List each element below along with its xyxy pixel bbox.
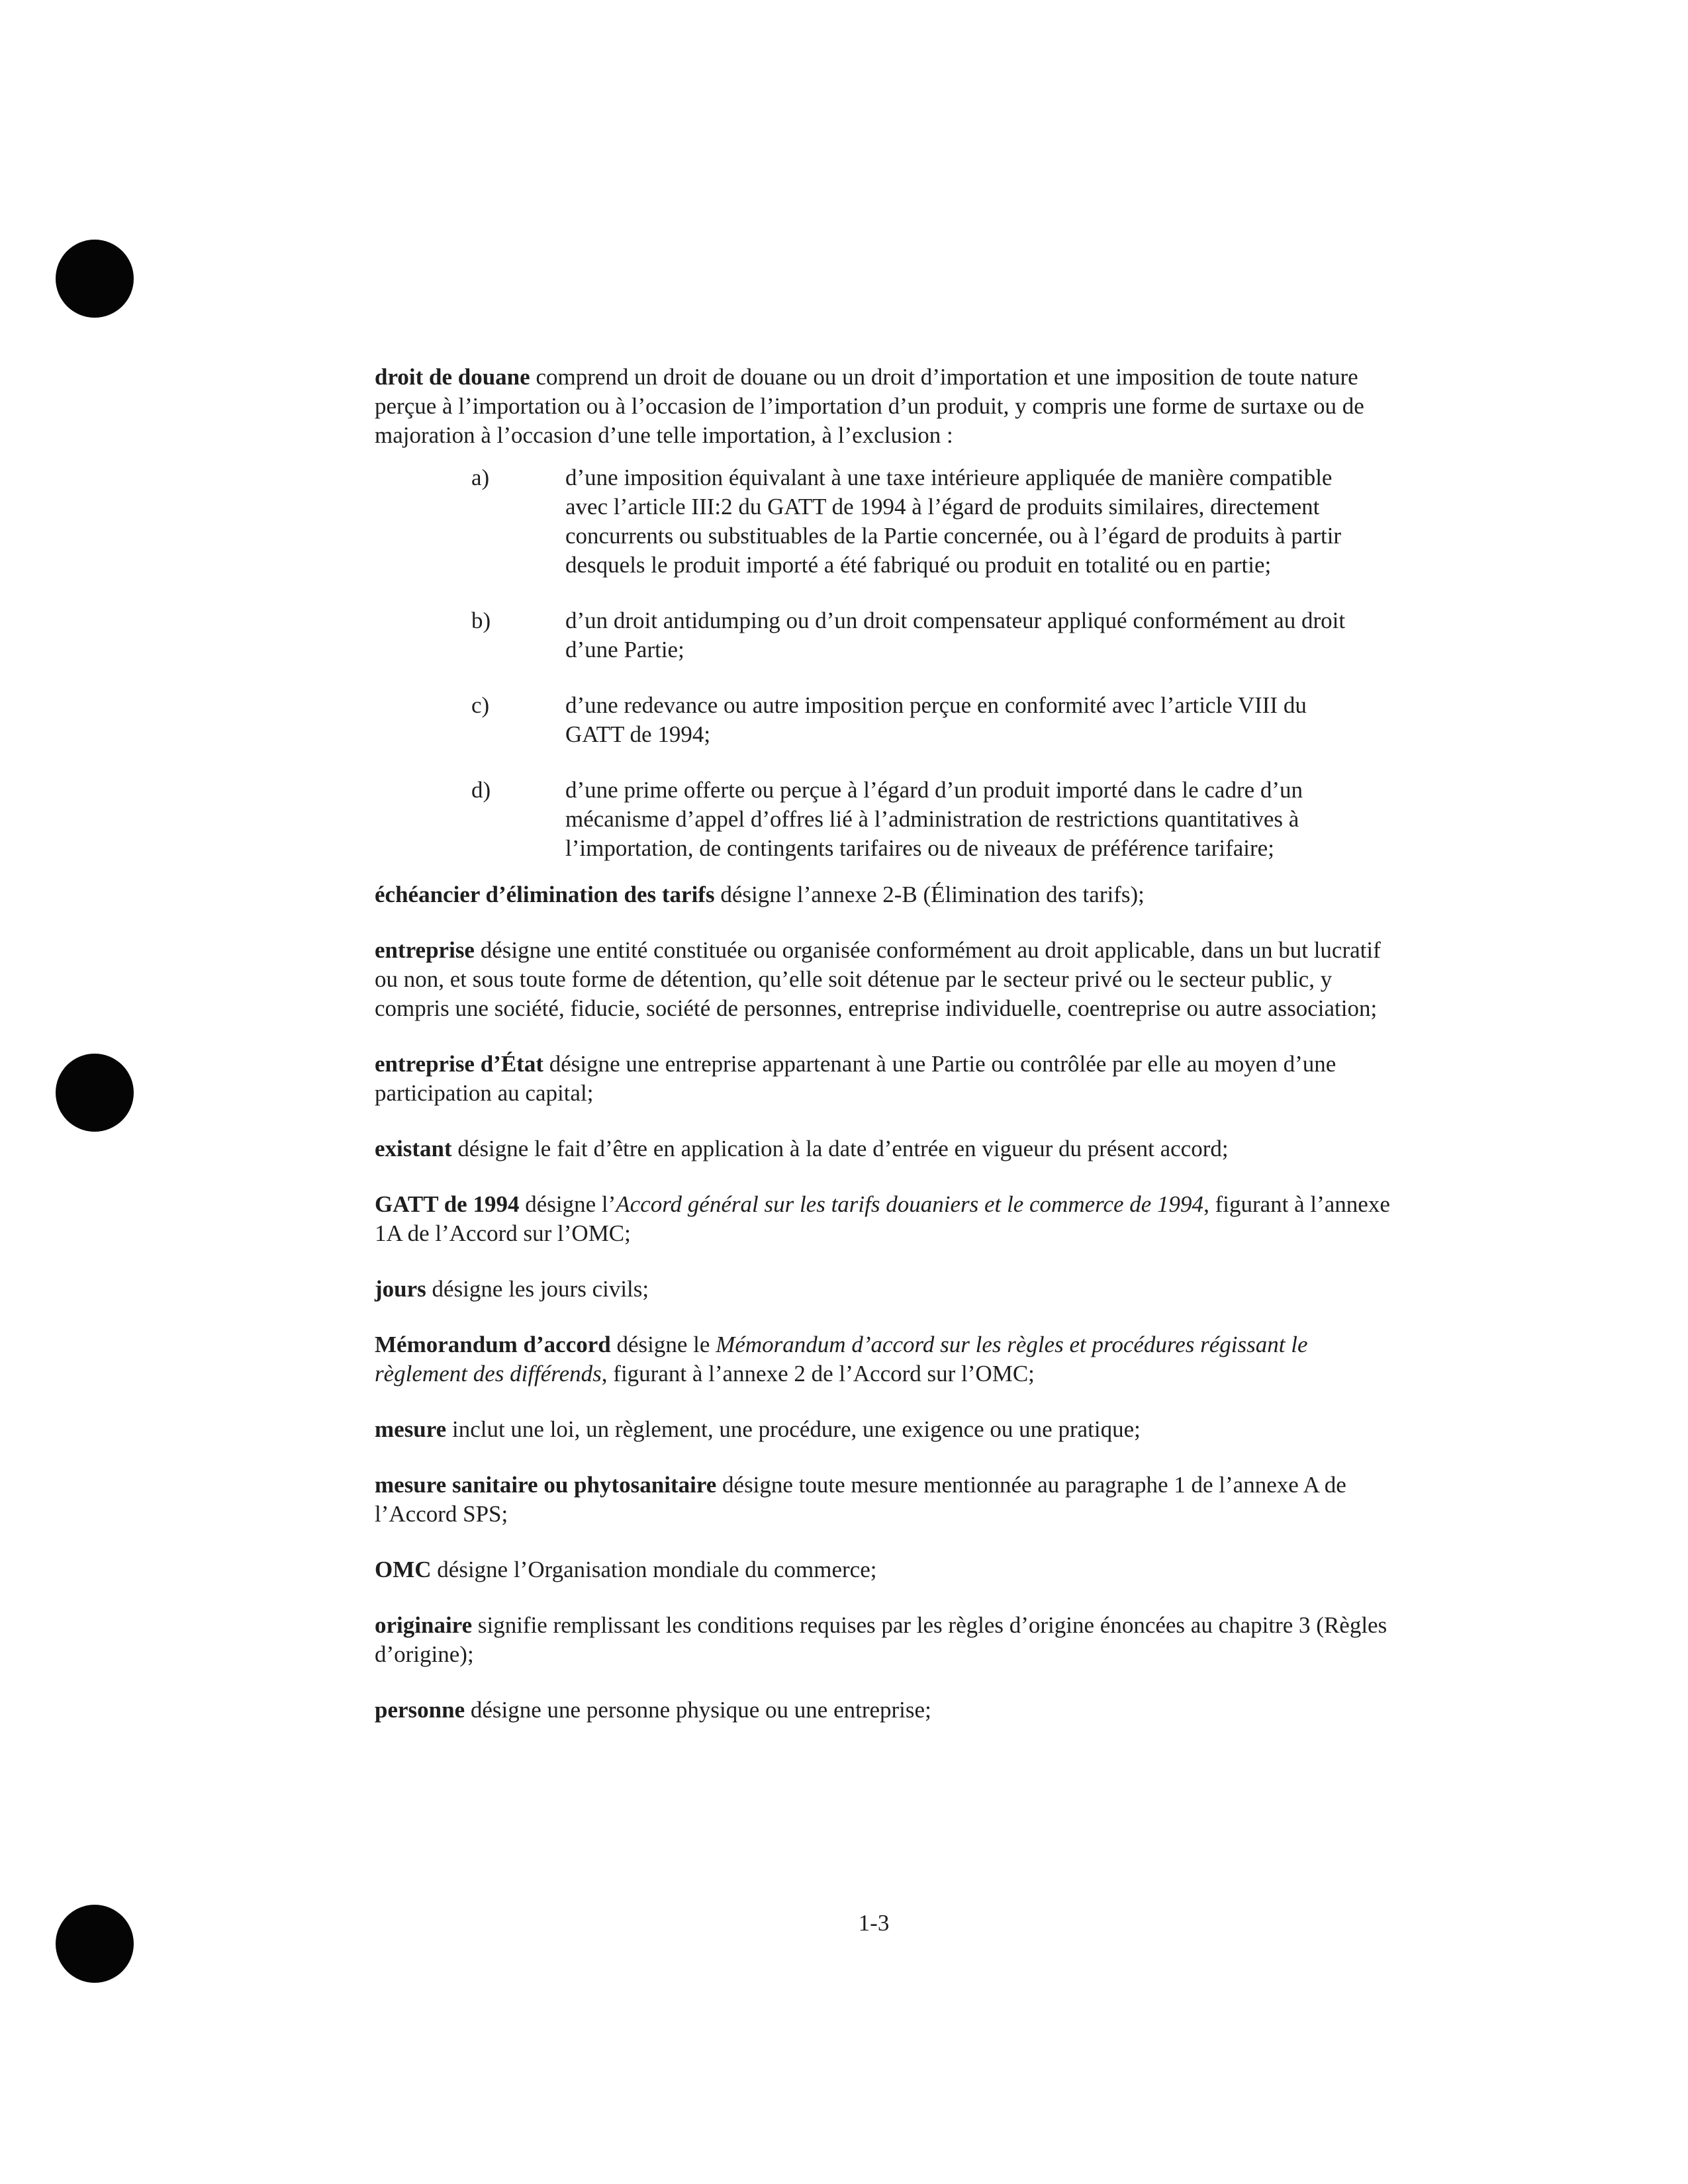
definition-term: entreprise <box>375 937 475 963</box>
definition-text: , figurant à l’annexe 1A de l’Accord sur l’OMC; <box>375 1191 1390 1246</box>
definition-text: , figurant à l’annexe 2 de l’Accord sur l’OMC; <box>601 1361 1035 1387</box>
list-item <box>375 463 1401 580</box>
definition-text: désigne le fait d’être en application à la date d’entrée en vigueur du présent accord; <box>451 1136 1229 1161</box>
definition-existant <box>375 1134 1401 1163</box>
definition-entreprise-etat <box>375 1050 1401 1108</box>
definition-text: signifie remplissant les conditions requises par les règles d’origine énoncées au chapitre 3 (Règles d’origine); <box>375 1612 1387 1667</box>
definition-jours <box>375 1275 1401 1304</box>
definition-entreprise <box>375 936 1401 1023</box>
definition-text: désigne toute mesure mentionnée au paragraphe 1 de l’annexe A de l’Accord SPS; <box>375 1472 1346 1527</box>
list-item-text: d’un droit antidumping ou d’un droit compensateur appliqué conformément au droit d’une Partie; <box>565 608 1346 662</box>
definitions-body <box>375 363 1401 1751</box>
definition-italic-title: Accord général sur les tarifs douaniers et le commerce de 1994 <box>616 1191 1204 1217</box>
list-item <box>375 776 1401 863</box>
definition-originaire <box>375 1611 1401 1669</box>
definition-droit-de-douane <box>375 363 1401 450</box>
definition-echeancier <box>375 880 1401 909</box>
definition-mesure-sps <box>375 1471 1401 1529</box>
list-item-label: b) <box>471 608 491 633</box>
list-item-label: c) <box>471 692 490 718</box>
definition-term: existant <box>375 1136 452 1161</box>
list-item-text: d’une imposition équivalant à une taxe intérieure appliquée de manière compatible avec l’article III:2 du GATT de 1994 à l’égard de produits similaires, directement concurrents ou substituables de la Partie concernée, ou à l’égard de produits à partir desquels le produit importé a été fabriqué ou produit en totalité ou en partie; <box>565 465 1342 578</box>
definition-text: désigne une entité constituée ou organisée conformément au droit applicable, dans un but lucratif ou non, et sous toute forme de détention, qu’elle soit détenue par le secteur privé ou le secteur public, y compris une société, fiducie, société de personnes, entreprise individuelle, coentreprise ou autre association; <box>375 937 1381 1021</box>
definition-term: mesure sanitaire ou phytosanitaire <box>375 1472 717 1498</box>
definition-text: désigne l’Organisation mondiale du commerce; <box>431 1557 877 1582</box>
definition-term: échéancier d’élimination des tarifs <box>375 882 715 907</box>
definition-text: désigne une personne physique ou une entreprise; <box>465 1697 931 1723</box>
list-item-text: d’une redevance ou autre imposition perçue en conformité avec l’article VIII du GATT de 1994; <box>565 692 1307 747</box>
definition-text: comprend un droit de douane ou un droit d’importation et une imposition de toute nature perçue à l’importation ou à l’occasion de l’importation d’un produit, y compris une forme de surtaxe ou de majoration à l’occasion d’une telle importation, à l’exclusion : <box>375 364 1364 448</box>
exclusion-list <box>375 463 1401 863</box>
definition-term: Mémorandum d’accord <box>375 1332 611 1357</box>
list-item-label: d) <box>471 777 491 803</box>
list-item <box>375 606 1401 664</box>
definition-omc <box>375 1555 1401 1584</box>
definition-italic-title: Mémorandum d’accord sur les règles et procédures régissant le règlement des différends <box>375 1332 1308 1387</box>
definition-text: désigne l’annexe 2-B (Élimination des tarifs); <box>714 882 1145 907</box>
definition-term: entreprise d’État <box>375 1051 543 1077</box>
binder-hole-top <box>56 240 134 318</box>
definition-term: OMC <box>375 1557 432 1582</box>
definition-gatt <box>375 1190 1401 1248</box>
definition-text: désigne une entreprise appartenant à une Partie ou contrôlée par elle au moyen d’une participation au capital; <box>375 1051 1336 1106</box>
definition-term: personne <box>375 1697 465 1723</box>
definition-term: GATT de 1994 <box>375 1191 520 1217</box>
definition-text: désigne l’ <box>519 1191 616 1217</box>
definition-term: originaire <box>375 1612 473 1638</box>
page-number: 1-3 <box>858 1910 890 1936</box>
definition-text: désigne les jours civils; <box>426 1276 649 1302</box>
list-item <box>375 691 1401 749</box>
list-item-text: d’une prime offerte ou perçue à l’égard d’un produit importé dans le cadre d’un mécanisme d’appel d’offres lié à l’administration de restrictions quantitatives à l’importation, de contingents tarifaires ou de niveaux de préférence tarifaire; <box>565 777 1303 861</box>
definition-text: inclut une loi, un règlement, une procédure, une exigence ou une pratique; <box>446 1416 1141 1442</box>
definition-memorandum <box>375 1330 1401 1388</box>
definition-text: désigne le <box>610 1332 716 1357</box>
definition-term: mesure <box>375 1416 447 1442</box>
binder-hole-middle <box>56 1054 134 1132</box>
definition-personne <box>375 1696 1401 1725</box>
list-item-label: a) <box>471 465 490 490</box>
definition-term: jours <box>375 1276 426 1302</box>
definition-term: droit de douane <box>375 364 530 390</box>
definition-mesure <box>375 1415 1401 1444</box>
